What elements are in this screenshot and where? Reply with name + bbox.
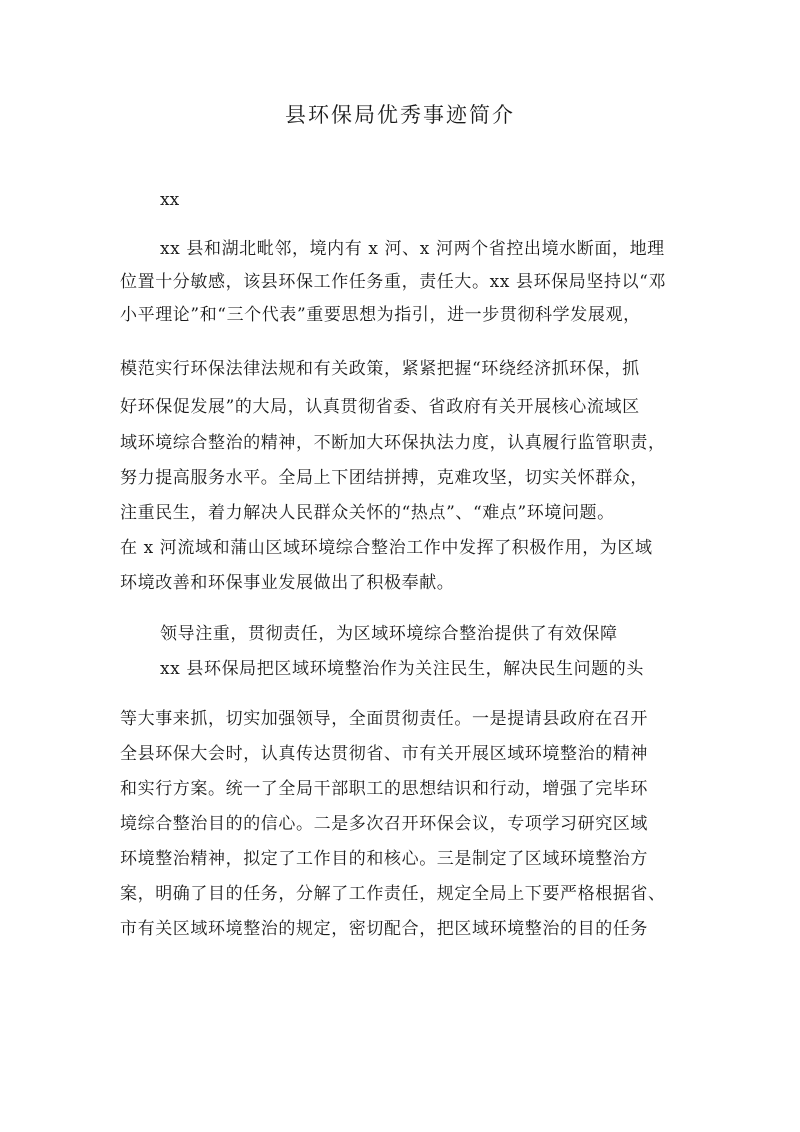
section-heading: 领导注重，贯彻责任，为区域环境综合整治提供了有效保障	[160, 624, 618, 644]
paragraph-line: 等大事来抓，切实加强领导，全面贯彻责任。一是提请县政府在召开	[120, 709, 648, 729]
paragraph-line: 全县环保大会时，认真传达贯彻省、市有关开展区域环境整治的精神	[120, 744, 648, 764]
paragraph-line: 在 x 河流域和蒲山区域环境综合整治工作中发挥了积极作用，为区域	[120, 538, 653, 558]
paragraph-line: 境综合整治目的的信心。二是多次召开环保会议，专项学习研究区域	[120, 814, 648, 834]
paragraph-line: xx 县和湖北毗邻，境内有 x 河、x 河两个省控出境水断面，地理	[160, 239, 665, 259]
paragraph-line: 市有关区域环境整治的规定，密切配合，把区域环境整治的目的任务	[120, 919, 648, 939]
paragraph-line: 努力提高服务水平。全局上下团结拼搏，克难攻坚，切实关怀群众，	[120, 468, 648, 488]
paragraph-line: 模范实行环保法律法规和有关政策，紧紧把握“环绕经济抓环保，抓	[120, 359, 640, 379]
paragraph-line: 域环境综合整治的精神，不断加大环保执法力度，认真履行监管职责，	[120, 433, 666, 453]
paragraph-line: 环境改善和环保事业发展做出了积极奉献。	[120, 573, 455, 593]
paragraph-line: 位置十分敏感，该县环保工作任务重，责任大。xx 县环保局坚持以“邓	[120, 272, 667, 292]
author-name: xx	[160, 190, 180, 210]
paragraph-line: 小平理论”和“三个代表”重要思想为指引，进一步贯彻科学发展观，	[120, 305, 641, 325]
paragraph-line: xx 县环保局把区域环境整治作为关注民生，解决民生问题的头	[160, 659, 644, 679]
document-title: 县环保局优秀事迹简介	[285, 103, 515, 127]
paragraph-line: 案，明确了目的任务，分解了工作责任，规定全局上下要严格根据省、	[120, 884, 666, 904]
paragraph-line: 和实行方案。统一了全局干部职工的思想结识和行动，增强了完毕环	[120, 779, 648, 799]
paragraph-line: 环境整治精神，拟定了工作目的和核心。三是制定了区域环境整治方	[120, 849, 648, 869]
paragraph-line: 注重民生，着力解决人民群众关怀的“热点”、“难点”环境问题。	[120, 503, 615, 523]
paragraph-line: 好环保促发展”的大局，认真贯彻省委、省政府有关开展核心流域区	[120, 397, 640, 417]
